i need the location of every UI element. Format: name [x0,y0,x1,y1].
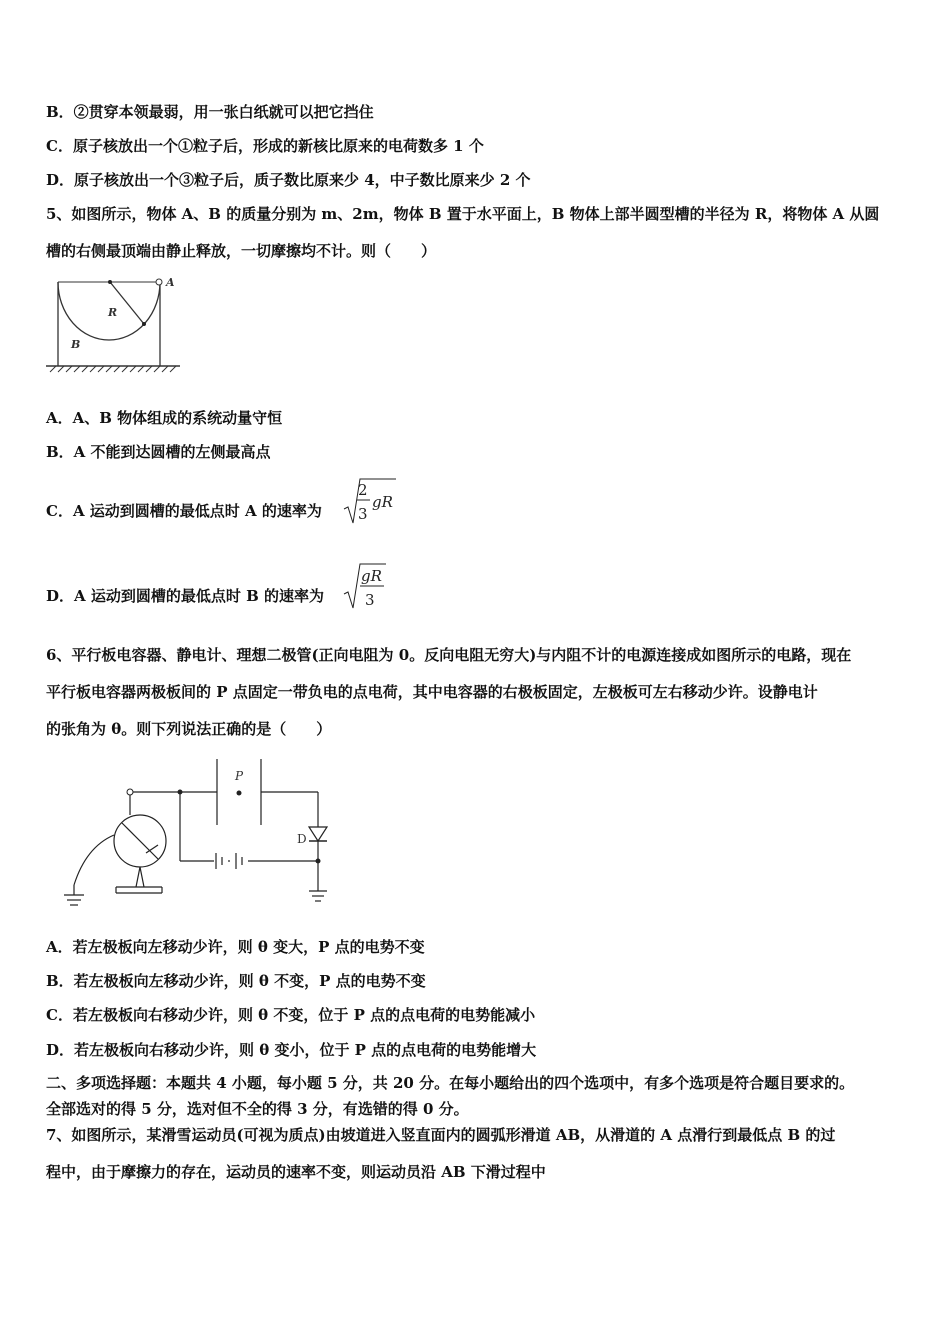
q6-option-a: A．若左极板向左移动少许，则 θ 变大，P 点的电势不变 [46,938,425,956]
q6-stem-line3: 的张角为 θ。则下列说法正确的是（ ） [46,720,332,738]
q5-c-tail: gR [372,493,393,511]
q5-option-d [46,585,324,607]
q5-fig-label-b: B [71,338,81,351]
q4-option-d: D．原子核放出一个③粒子后，质子数比原来少 4，中子数比原来少 2 个 [46,171,531,189]
q5-c-denominator: 3 [358,505,368,523]
section2-heading-line1: 二、多项选择题：本题共 4 小题，每小题 5 分，共 20 分。在每小题给出的四个选项中，有多个选项是符合题目要求的。 [46,1074,855,1092]
section2-heading-line2: 全部选对的得 5 分，选对但不全的得 3 分，有选错的得 0 分。 [46,1100,469,1118]
q6-fig-label-p: P [235,769,244,783]
q5-option-d-text: D．A 运动到圆槽的最低点时 B 的速率为 [46,587,324,605]
q6-option-c: C．若左极板向右移动少许，则 θ 不变，位于 P 点的点电荷的电势能减小 [46,1006,536,1024]
q6-option-d: D．若左极板向右移动少许，则 θ 变小，位于 P 点的点电荷的电势能增大 [46,1041,537,1059]
q6-figure [60,755,350,915]
q5-stem-line1: 5、如图所示，物体 A、B 的质量分别为 m、2m，物体 B 置于水平面上，B 物体上部半圆型槽的半径为 R，将物体 A 从圆 [46,205,880,223]
q5-figure [44,272,184,377]
q5-fig-label-a: A [166,276,175,289]
q5-option-c-text: C．A 运动到圆槽的最低点时 A 的速率为 [46,502,322,520]
q5-d-numerator: gR [361,567,382,585]
q5-option-a: A．A、B 物体组成的系统动量守恒 [46,409,283,427]
q5-option-b: B．A 不能到达圆槽的左侧最高点 [46,443,271,461]
q5-stem-line2: 槽的右侧最顶端由静止释放，一切摩擦均不计。则（ ） [46,242,437,260]
q7-stem-line1: 7、如图所示，某滑雪运动员(可视为质点)由坡道进入竖直面内的圆弧形滑道 AB，从滑道的 A 点滑行到最低点 B 的过 [46,1126,836,1144]
q6-stem-line1: 6、平行板电容器、静电计、理想二极管(正向电阻为 0。反向电阻无穷大)与内阻不计的电源连接成如图所示的电路，现在 [46,646,852,664]
q7-stem-line2: 程中，由于摩擦力的存在，运动员的速率不变，则运动员沿 AB 下滑过程中 [46,1163,546,1181]
q4-option-c: C．原子核放出一个①粒子后，形成的新核比原来的电荷数多 1 个 [46,137,484,155]
q6-fig-label-d: D [297,832,307,846]
q5-option-c [46,500,322,522]
q5-option-c-formula [342,476,402,528]
q5-d-denominator: 3 [365,591,375,609]
q6-option-b: B．若左极板向左移动少许，则 θ 不变，P 点的电势不变 [46,972,426,990]
q5-option-d-formula [342,561,392,613]
q4-option-b: B．②贯穿本领最弱，用一张白纸就可以把它挡住 [46,103,374,121]
q5-c-numerator: 2 [358,481,368,499]
q6-stem-line2: 平行板电容器两极板间的 P 点固定一带负电的点电荷，其中电容器的右极板固定，左极板可左右移动少许。设静电计 [46,683,818,701]
q5-fig-label-r: R [108,306,118,319]
